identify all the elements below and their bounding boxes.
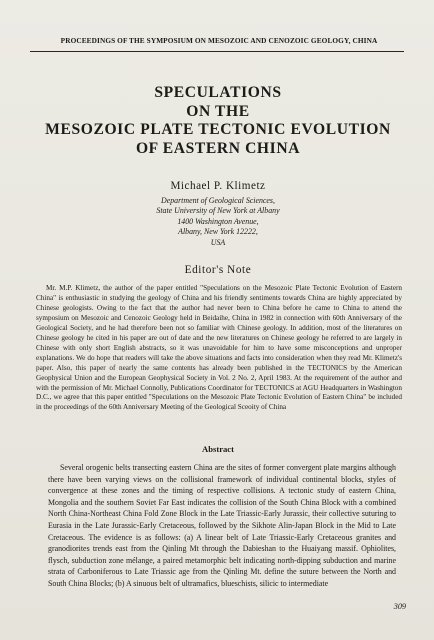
title-line: MESOZOIC PLATE TECTONIC EVOLUTION (45, 121, 391, 139)
affiliation-line: State University of New York at Albany (156, 206, 280, 216)
author-affiliation (36, 196, 400, 248)
paper-title (36, 84, 400, 158)
editors-note-heading: Editor's Note (184, 264, 252, 276)
abstract-paragraph: Several orogenic belts transecting eastern China are the sites of former convergent plate margins although there have been varying views on the collisional framework of individual continental blocks, styles of convergence at these zones and the timing of respective collisions. A tectonic study of eastern China, Mongolia and the southern Soviet Far East indicates the collision of the South China Block with a combined North China-Northeast China Fold Zone Block in the Late Triassic-Early Jurassic, their collective suturing to Eurasia in the Late Jurassic-Early Cretaceous, followed by the Sikhote Alin-Japan Block in the Mid to Late Cretaceous. The evidence is as follows: (a) A linear belt of Late Triassic-Early Cretaceous granites and granodiorites trends east from the Qinling Mt through the Dabieshan to the Huaiyang massif. Ophiolites, flysch, subduction zone mélange, a paired metamorphic belt indicating north-dipping subduction and marine strata of Carboniferous to Late Triassic age from the Qinling Mt. define the suture between the North and South China Blocks; (b) A sinuous belt of ultramafics, blueschists, silicic to intermediate (48, 463, 396, 588)
title-line: SPECULATIONS (154, 84, 282, 101)
abstract-heading: Abstract (202, 444, 234, 454)
affiliation-line: Albany, New York 12222, (178, 227, 258, 237)
editors-note-paragraph: Mr. M.P. Klimetz, the author of the paper entitled "Speculations on the Mesozoic Plate Tectonic Evolution of Eastern China" is enthusiastic in studying the geology of China and his friendly sentiments towards China are highly appreciated by Chinese geologists. Owing to the fact that the author had never been to China before he came to China to attend the symposium on Mesozoic and Cenozoic Geology held in Beidaihe, China in 1982 in connection with 60th Anniversary of the Geological Society, and he had therefore been not so familiar with Chinese geology. In addition, most of the literatures on Chinese geology he cited in his paper are out of date and the new literatures on Chinese geology he referred to are largely in Chinese with only short English abstracts, so it was unavoidable for him to have some misconceptions and unproper explanations. We do hope that readers will take the above situations and facts into consideration when they read Mr. Klimetz's paper. Also, this paper of nearly the same contents has already been published in the TECTONICS by the American Geophysical Union and the European Geophysical Society in Vol. 2 No. 2, April 1983. At the requirement of the author and with the permission of Mr. Michael Connolly, Publications Coordinator for TECTONICS at AGU Headquarters in Washington D.C., we agree that this paper entitled "Speculations on the Mesozoic Plate Tectonic Evolution of Eastern China" be included in the proceedings of the 60th Anniversary Meeting of the Geological Sceoity of China (36, 284, 402, 412)
affiliation-line: 1400 Washington Avenue, (177, 216, 259, 226)
affiliation-line: Department of Geological Sciences, (161, 196, 275, 205)
author-name: Michael P. Klimetz (170, 180, 266, 192)
title-line: OF EASTERN CHINA (135, 139, 301, 157)
header-rule (30, 51, 404, 52)
running-head: PROCEEDINGS OF THE SYMPOSIUM ON MESOZOIC AND CENOZOIC GEOLOGY, CHINA (60, 36, 378, 45)
affiliation-line: USA (210, 237, 226, 247)
title-line: ON THE (186, 102, 250, 120)
page-number: 309 (393, 602, 406, 611)
